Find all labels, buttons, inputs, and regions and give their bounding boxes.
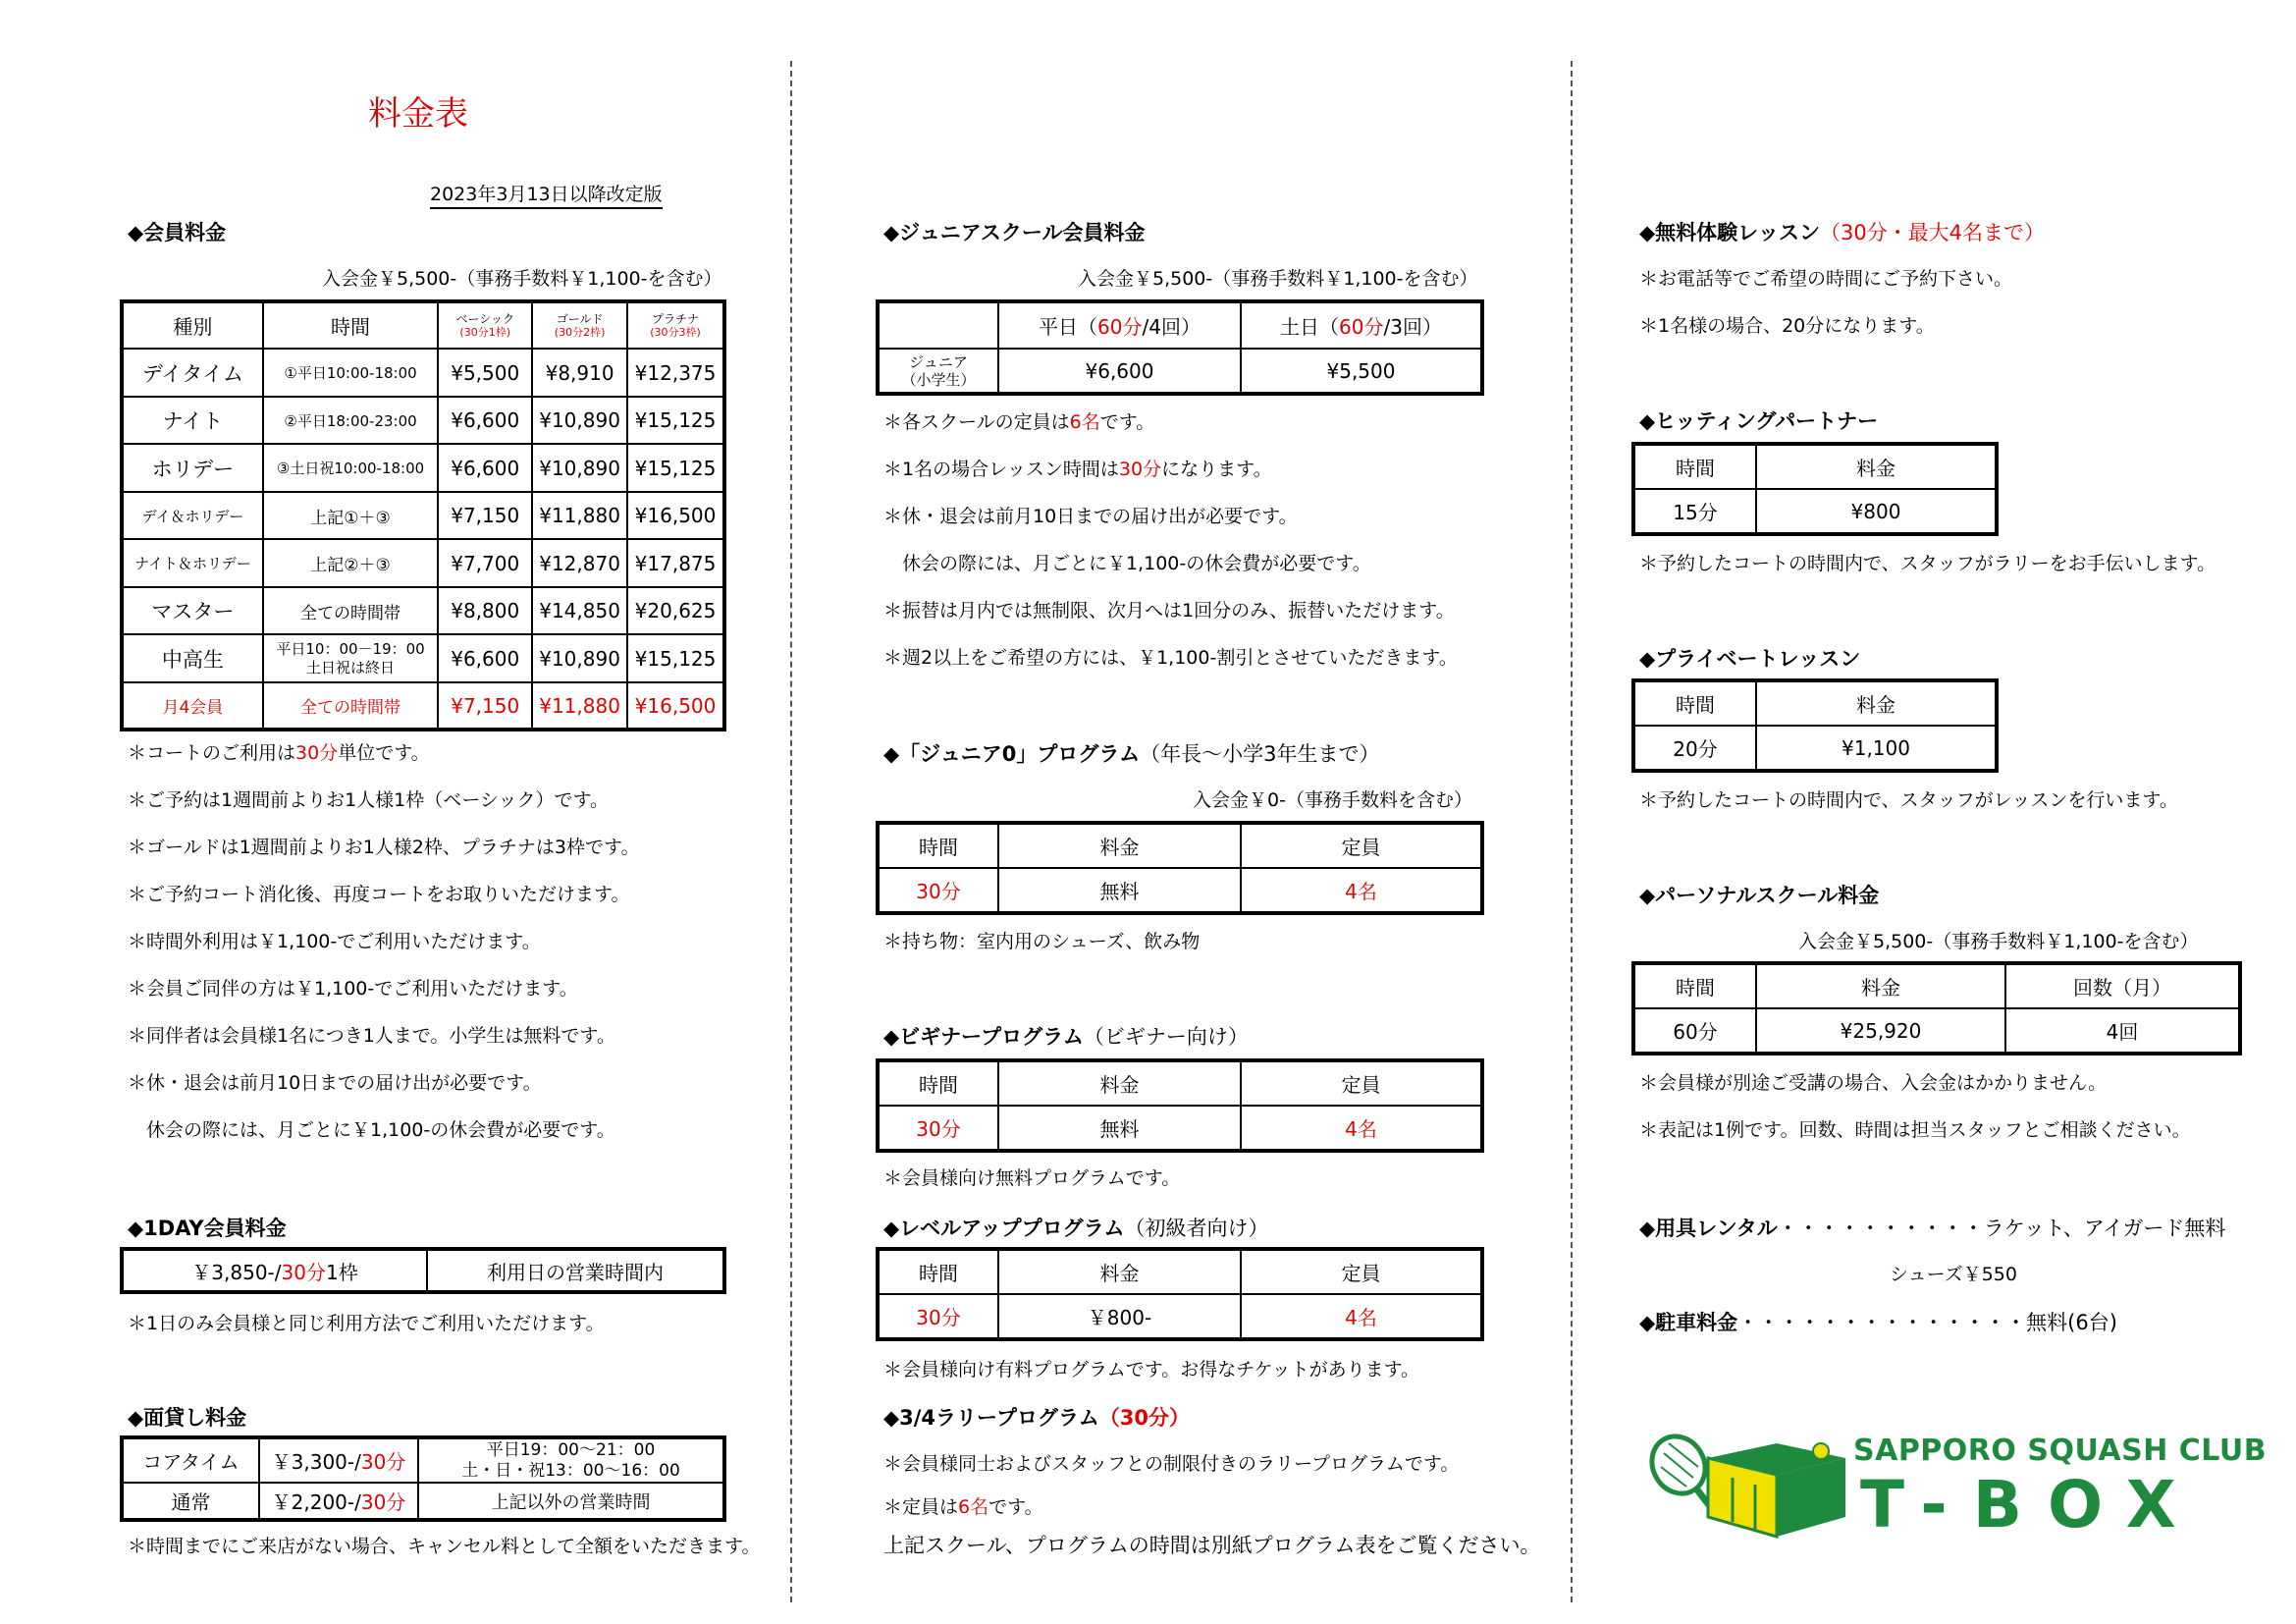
hitting-heading: ◆ヒッティングパートナー [1639, 409, 1879, 433]
header-time: 時間 [878, 1249, 998, 1294]
private-table [1631, 678, 1999, 773]
junior-note: ＊週2以上をご希望の方には、￥1,100-割引とさせていただきます。 [883, 647, 1458, 669]
beginner-table [876, 1058, 1484, 1153]
oneday-table [120, 1247, 726, 1294]
levelup-table [876, 1247, 1484, 1341]
rental-heading: ◆用具レンタル・・・・・・・・・・ラケット、アイガード無料 [1639, 1217, 2226, 1240]
row-time: 全ての時間帯 [263, 682, 438, 730]
row-basic: ¥8,800 [438, 587, 532, 634]
table-row [1633, 963, 2240, 1008]
oneday-price: ￥3,850-/30分1枠 [122, 1249, 427, 1292]
private-heading: ◆プライベートレッスン [1639, 647, 1861, 671]
header-time: 時間 [1633, 444, 1756, 489]
hitting-table [1631, 442, 1999, 536]
membership-note: 休会の際には、月ごとに￥1,100-の休会費が必要です。 [128, 1119, 615, 1141]
table-row [878, 301, 1482, 349]
table-row [122, 1249, 724, 1292]
row-type: マスター [122, 587, 263, 634]
table-row [1633, 680, 1997, 726]
table-row [122, 682, 724, 730]
club-logo [1639, 1424, 2268, 1543]
table-row [878, 823, 1482, 868]
table-row [122, 1483, 724, 1520]
logo-club-name: SAPPORO SQUASH CLUB [1853, 1434, 2268, 1468]
row-gold: ¥10,890 [532, 634, 627, 682]
membership-note: ＊休・退会は前月10日までの届け出が必要です。 [128, 1072, 542, 1094]
membership-note: ＊同伴者は会員様1名につき1人まで。小学生は無料です。 [128, 1025, 615, 1047]
row-gold: ¥12,870 [532, 539, 627, 587]
oneday-note: ＊1日のみ会員様と同じ利用方法でご利用いただけます。 [128, 1313, 605, 1334]
personal-admission: 入会金￥5,500-（事務手数料￥1,100-を含む） [1798, 931, 2199, 952]
cell-time: 30分 [878, 1294, 998, 1339]
court-heading: ◆面貸し料金 [128, 1406, 247, 1430]
table-row [122, 587, 724, 634]
cell-fee: ¥1,100 [1756, 726, 1997, 771]
junior-note: ＊振替は月内では無制限、次月へは1回分のみ、振替いただけます。 [883, 600, 1455, 622]
hitting-note: ＊予約したコートの時間内で、スタッフがラリーをお手伝いします。 [1639, 553, 2216, 574]
row-time: 上記①＋③ [263, 492, 438, 539]
logo-tbox: T-BOX [1860, 1467, 2202, 1543]
membership-table [120, 299, 726, 731]
row-gold: ¥14,850 [532, 587, 627, 634]
column-left [0, 0, 790, 1624]
row-time: 平日10：00－19：00 土日祝は終日 [263, 634, 438, 682]
personal-note: ＊会員様が別途ご受講の場合、入会金はかかりません。 [1639, 1072, 2108, 1094]
header-capacity: 定員 [1241, 823, 1482, 868]
junior-table [876, 299, 1484, 396]
header-time: 時間 [1633, 680, 1756, 726]
junior0-table [876, 821, 1484, 915]
table-row [1633, 726, 1997, 771]
junior0-note: ＊持ち物：室内用のシューズ、飲み物 [883, 931, 1201, 952]
header-time: 時間 [878, 1060, 998, 1106]
rental-shoes: シューズ￥550 [1890, 1264, 2017, 1285]
row-gold: ¥11,880 [532, 492, 627, 539]
parking-heading: ◆駐車料金・・・・・・・・・・・・・・無料(6台) [1639, 1311, 2117, 1334]
cell-fee: ¥800 [1756, 489, 1997, 534]
personal-note: ＊表記は1例です。回数、時間は担当スタッフとご相談ください。 [1639, 1119, 2191, 1141]
row-gold: ¥11,880 [532, 682, 627, 730]
junior-row-label: ジュニア （小学生） [878, 349, 998, 394]
junior-weekday-price: ¥6,600 [998, 349, 1241, 394]
row-platinum: ¥16,500 [627, 492, 724, 539]
cell-fee: ¥25,920 [1756, 1008, 2005, 1054]
cell-time: 20分 [1633, 726, 1756, 771]
row-basic: ¥7,700 [438, 539, 532, 587]
membership-heading: ◆会員料金 [128, 221, 227, 244]
cell-fee: 無料 [998, 1106, 1241, 1151]
cell-fee: ￥800- [998, 1294, 1241, 1339]
court-time: 平日19：00～21：00 土・日・祝13：00～16：00 [418, 1437, 724, 1483]
junior-note: ＊休・退会は前月10日までの届け出が必要です。 [883, 506, 1298, 527]
table-row [878, 1294, 1482, 1339]
junior-empty-cell [878, 301, 998, 349]
junior-heading: ◆ジュニアスクール会員料金 [883, 221, 1146, 244]
row-basic: ¥5,500 [438, 349, 532, 397]
header-fee: 料金 [1756, 963, 2005, 1008]
row-platinum: ¥17,875 [627, 539, 724, 587]
cell-time: 15分 [1633, 489, 1756, 534]
table-row [122, 492, 724, 539]
rally-note: ＊会員様同士およびスタッフとの制限付きのラリープログラムです。 [883, 1453, 1460, 1475]
junior-weekend-price: ¥5,500 [1241, 349, 1482, 394]
court-name: 通常 [122, 1483, 259, 1520]
header-fee: 料金 [998, 1060, 1241, 1106]
header-capacity: 定員 [1241, 1249, 1482, 1294]
header-fee: 料金 [998, 823, 1241, 868]
header-capacity: 定員 [1241, 1060, 1482, 1106]
cell-time: 30分 [878, 1106, 998, 1151]
column-right [1571, 0, 2296, 1624]
junior-note: 休会の際には、月ごとに￥1,100-の休会費が必要です。 [883, 553, 1371, 574]
cell-time: 30分 [878, 868, 998, 913]
row-gold: ¥10,890 [532, 397, 627, 444]
beginner-note: ＊会員様向け無料プログラムです。 [883, 1167, 1181, 1189]
row-type: デイタイム [122, 349, 263, 397]
row-basic: ¥6,600 [438, 397, 532, 444]
column-middle [790, 0, 1571, 1624]
row-time: 上記②＋③ [263, 539, 438, 587]
membership-admission: 入会金￥5,500-（事務手数料￥1,100-を含む） [322, 268, 722, 290]
row-basic: ¥6,600 [438, 634, 532, 682]
header-fee: 料金 [998, 1249, 1241, 1294]
cell-capacity: 4名 [1241, 1106, 1482, 1151]
row-platinum: ¥15,125 [627, 634, 724, 682]
personal-table [1631, 961, 2242, 1056]
oneday-heading: ◆1DAY会員料金 [128, 1217, 287, 1240]
table-row [1633, 489, 1997, 534]
row-platinum: ¥12,375 [627, 349, 724, 397]
table-row [1633, 444, 1997, 489]
row-platinum: ¥16,500 [627, 682, 724, 730]
table-row [878, 1106, 1482, 1151]
levelup-note: ＊会員様向け有料プログラムです。お得なチケットがあります。 [883, 1359, 1420, 1380]
header-time: 時間 [878, 823, 998, 868]
row-gold: ¥8,910 [532, 349, 627, 397]
row-gold: ¥10,890 [532, 444, 627, 492]
table-row [122, 349, 724, 397]
oneday-hours: 利用日の営業時間内 [427, 1249, 724, 1292]
levelup-heading: ◆レベルアッププログラム（初級者向け） [883, 1217, 1269, 1240]
header-gold: ゴールド (30分2枠) [532, 301, 627, 349]
header-count: 回数（月） [2005, 963, 2240, 1008]
header-platinum: プラチナ (30分3枠) [627, 301, 724, 349]
court-time: 上記以外の営業時間 [418, 1483, 724, 1520]
row-basic: ¥7,150 [438, 682, 532, 730]
cell-capacity: 4名 [1241, 1294, 1482, 1339]
cell-count: 4回 [2005, 1008, 2240, 1054]
cell-fee: 無料 [998, 868, 1241, 913]
membership-note: ＊ご予約コート消化後、再度コートをお取りいただけます。 [128, 884, 630, 905]
table-row [122, 634, 724, 682]
junior-note: ＊1名の場合レッスン時間は30分になります。 [883, 459, 1272, 480]
table-row [122, 444, 724, 492]
cell-time: 60分 [1633, 1008, 1756, 1054]
membership-note: ＊ご予約は1週間前よりお1人様1枠（ベーシック）です。 [128, 789, 609, 811]
membership-note: ＊コートのご利用は30分単位です。 [128, 742, 430, 764]
table-row [878, 1060, 1482, 1106]
beginner-heading: ◆ビギナープログラム（ビギナー向け） [883, 1025, 1249, 1049]
trial-note: ＊お電話等でご希望の時間にご予約下さい。 [1639, 268, 2013, 290]
rally-note: ＊定員は6名です。 [883, 1496, 1043, 1518]
row-time: ①平日10:00-18:00 [263, 349, 438, 397]
header-basic: ベーシック (30分1枠) [438, 301, 532, 349]
rally-heading: ◆3/4ラリープログラム（30分） [883, 1406, 1191, 1430]
row-type: ホリデー [122, 444, 263, 492]
header-time: 時間 [263, 301, 438, 349]
court-table [120, 1435, 726, 1522]
membership-note: ＊ゴールドは1週間前よりお1人様2枠、プラチナは3枠です。 [128, 837, 640, 858]
trial-heading: ◆無料体験レッスン（30分・最大4名まで） [1639, 221, 2046, 244]
row-type: ナイト＆ホリデー [122, 539, 263, 587]
header-fee: 料金 [1756, 680, 1997, 726]
junior-weekend-header: 土日（60分/3回） [1241, 301, 1482, 349]
court-price: ￥3,300-/30分 [259, 1437, 418, 1483]
row-platinum: ¥20,625 [627, 587, 724, 634]
row-basic: ¥6,600 [438, 444, 532, 492]
schedule-footer-note: 上記スクール、プログラムの時間は別紙プログラム表をご覧ください。 [883, 1534, 1541, 1557]
court-price: ￥2,200-/30分 [259, 1483, 418, 1520]
row-type: 中高生 [122, 634, 263, 682]
personal-heading: ◆パーソナルスクール料金 [1639, 884, 1880, 907]
court-name: コアタイム [122, 1437, 259, 1483]
membership-note: ＊会員ご同伴の方は￥1,100-でご利用いただけます。 [128, 978, 578, 1000]
trial-note: ＊1名様の場合、20分になります。 [1639, 315, 1935, 337]
junior0-heading: ◆「ジュニア0」プログラム（年長～小学3年生まで） [883, 742, 1380, 766]
row-basic: ¥7,150 [438, 492, 532, 539]
table-row [122, 301, 724, 349]
cell-capacity: 4名 [1241, 868, 1482, 913]
row-time: ②平日18:00-23:00 [263, 397, 438, 444]
table-row [122, 397, 724, 444]
row-type: デイ＆ホリデー [122, 492, 263, 539]
header-time: 時間 [1633, 963, 1756, 1008]
table-row [122, 539, 724, 587]
table-row [878, 868, 1482, 913]
table-row [878, 1249, 1482, 1294]
row-time: 全ての時間帯 [263, 587, 438, 634]
row-platinum: ¥15,125 [627, 444, 724, 492]
junior0-admission: 入会金￥0-（事務手数料を含む） [1193, 789, 1472, 811]
table-row [878, 349, 1482, 394]
header-type: 種別 [122, 301, 263, 349]
junior-weekday-header: 平日（60分/4回） [998, 301, 1241, 349]
row-time: ③土日祝10:00-18:00 [263, 444, 438, 492]
junior-admission: 入会金￥5,500-（事務手数料￥1,100-を含む） [1078, 268, 1478, 290]
membership-note: ＊時間外利用は￥1,100-でご利用いただけます。 [128, 931, 541, 952]
page-title: 料金表 [368, 94, 468, 134]
row-type: 月4会員 [122, 682, 263, 730]
court-note: ＊時間までにご来店がない場合、キャンセル料として全額をいただきます。 [128, 1536, 761, 1557]
header-fee: 料金 [1756, 444, 1997, 489]
revision-date: 2023年3月13日以降改定版 [430, 180, 663, 209]
row-platinum: ¥15,125 [627, 397, 724, 444]
junior-note: ＊各スクールの定員は6名です。 [883, 411, 1155, 433]
table-row [122, 1437, 724, 1483]
table-row [1633, 1008, 2240, 1054]
row-type: ナイト [122, 397, 263, 444]
private-note: ＊予約したコートの時間内で、スタッフがレッスンを行います。 [1639, 789, 2178, 811]
